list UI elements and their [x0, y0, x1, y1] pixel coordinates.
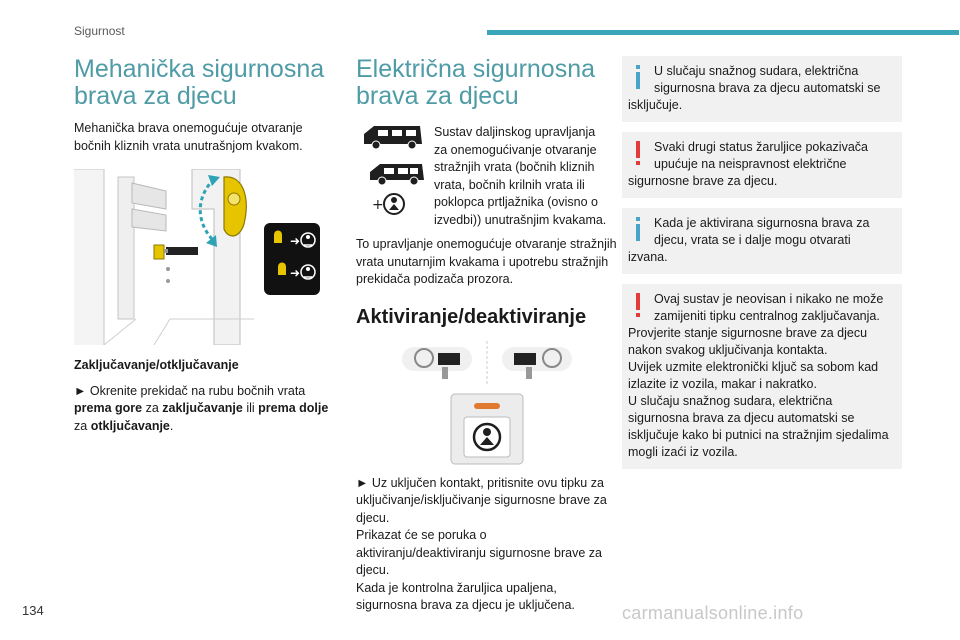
- electric-desc: Sustav daljinskog upravljanja za onemogućivanje otvaranje stražnjih vrata (bočnih kliznih vrata, bočnih krilnih vrata ili poklopca prtljažnika (ovisno o izvedbi)) unutrašnjim kvakama.: [434, 125, 607, 227]
- warning-note-line: Uvijek uzmite elektronički ključ sa sobom kad izlazite iz vozila, makar i nakratko.: [628, 360, 879, 391]
- notes-column: [622, 56, 902, 479]
- svg-text:➜: ➜: [290, 266, 301, 280]
- instr-text: ili: [242, 401, 259, 415]
- info-note-text: U slučaju snažnog sudara, električna sigurnosna brava za djecu automatski se isključuje.: [628, 64, 881, 112]
- mechanical-section: [74, 56, 340, 435]
- child-lock-icon: [372, 192, 406, 218]
- warning-note-line: Provjerite stanje sigurnosne brave za djecu nakon svakog uključivanja kontakta.: [628, 326, 868, 357]
- instr-up: prema gore: [74, 401, 143, 415]
- electric-section: [356, 56, 618, 615]
- instr-text: .: [169, 418, 174, 433]
- info-icon: [632, 217, 644, 241]
- instr-unlock: otključavanje: [90, 418, 170, 433]
- watermark: carmanualsonline.info: [622, 603, 804, 623]
- instr-text: ► Okrenite prekidač na rubu bočnih vrata: [74, 383, 306, 398]
- warning-note: [622, 132, 902, 198]
- electric-title: Električna sigurnosna brava za djecu: [356, 55, 596, 110]
- info-note: [622, 208, 902, 274]
- mechanical-subheading: Zaključavanje/otključavanje: [74, 358, 239, 372]
- activation-instr-2: Prikazat će se poruka o aktiviranju/deaktiviranju sigurnosne brave za djecu.: [356, 528, 602, 577]
- instr-down: prema dolje: [258, 401, 329, 415]
- door-latch-illustration: [74, 169, 320, 345]
- activation-instr-3: Kada je kontrolna žaruljica upaljena, sigurnosna brava za djecu je uključena.: [356, 580, 575, 612]
- electric-desc-block: [356, 120, 618, 227]
- warning-note-line: U slučaju snažnog sudara, električna sigurnosna brava za djecu automatski se isključuje kako bi putnici na stražnjim sjedalima mogli izaći iz vozila.: [628, 394, 889, 459]
- van-icon: [360, 122, 426, 150]
- svg-text:➜: ➜: [290, 234, 301, 248]
- van-icon: [366, 160, 432, 186]
- activation-heading: Aktiviranje/deaktiviranje: [356, 305, 587, 328]
- steering-wheel-icon: [402, 341, 572, 385]
- instr-lock: zaključavanje: [162, 401, 243, 415]
- mechanical-intro: Mehanička brava onemogućuje otvaranje bočnih kliznih vrata unutrašnjom kvakom.: [74, 121, 303, 153]
- header-accent-bar: [487, 30, 959, 35]
- electric-para: To upravljanje onemogućuje otvaranje stražnjih vrata unutarnjim kvakama i upotrebu stražnjih prekidača podizača prozora.: [356, 237, 617, 286]
- instr-text: za: [74, 418, 91, 433]
- warning-note: [622, 284, 902, 469]
- svg-text:+: +: [372, 197, 384, 213]
- mechanical-title: Mehanička sigurnosna brava za djecu: [74, 55, 325, 110]
- mechanical-instruction: [74, 383, 340, 436]
- activation-instr-1: ► Uz uključen kontakt, pritisnite ovu tipku za uključivanje/isključivanje sigurnosne brave za djecu.: [356, 475, 607, 525]
- warning-icon: [632, 141, 644, 165]
- header-section-label: Sigurnost: [74, 24, 125, 38]
- child-lock-button-icon: [450, 393, 524, 465]
- info-note-text: Kada je aktivirana sigurnosna brava za djecu, vrata se i dalje mogu otvarati izvana.: [628, 216, 870, 264]
- info-note: [622, 56, 902, 122]
- warning-icon: [632, 293, 644, 317]
- warning-note-line: Ovaj sustav je neovisan i nikako ne može zamijeniti tipku centralnog zaključavanja.: [654, 292, 884, 323]
- instr-text: za: [142, 401, 163, 415]
- info-icon: [632, 65, 644, 89]
- page-number: 134: [22, 603, 44, 618]
- warning-note-text: Svaki drugi status žaruljice pokazivača upućuje na neispravnost električne sigurnosne brave za djecu.: [628, 140, 868, 188]
